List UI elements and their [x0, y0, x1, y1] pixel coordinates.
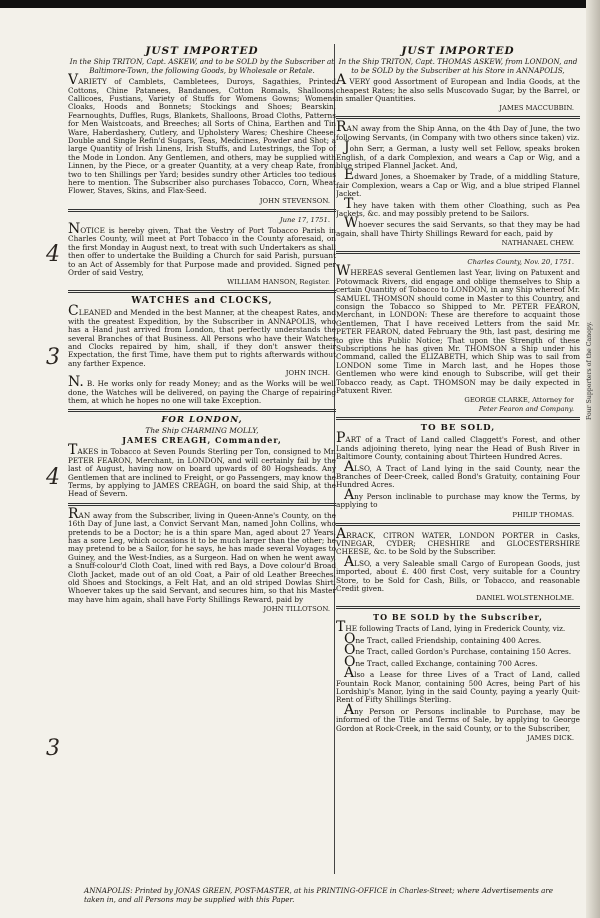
adjacent-page-text: Four Supporters of the Canopy. [586, 321, 593, 420]
advertisement-runaway-servant [68, 505, 336, 614]
ad-paragraph: One Tract, called Friendship, containing 400 Acres. [344, 630, 542, 647]
ad-signature: PHILIP THOMAS. [512, 510, 574, 519]
ad-paragraph: ALSO, A Tract of Land lying in the said County, near the Branches of Deer-Creek, called Bond's Gratuity, containing Four Hundred Acres. [336, 458, 580, 490]
ad-paragraph: Also a Lease for three Lives of a Tract of Land, called Fountain Rock Manor, containing 500 Acres, being Part of his Lordship's Manor, lying in the said County, paying a yearly Quit-Rent of Fifty Shillings Sterling. [336, 665, 580, 705]
advertisement-for-london [68, 416, 336, 498]
divider [336, 251, 580, 254]
ad-paragraph: ALSO, a very Saleable small Cargo of European Goods, just imported, about £. 400 first Cost, very suitable for a Country Store, to be Sold for Cash, Bills, or Tobacco, and reasonable Credit given. [336, 553, 580, 594]
ad-body: TAKES in Tobacco at Seven Pounds Sterling per Ton, consigned to Mr. PETER FEARON, Merchant, in LONDON, and will certainly fail by the last of August, having now on board upwards of 80 Hogsheads. Any Gentlemen that are inclined to Freight, or go Passengers, may know the Terms, by applying to JAMES CREAGH, on board the said Ship, at the Head of Severn. [68, 442, 336, 499]
margin-note: 3 [46, 736, 60, 761]
advertisement-vestry-notice [68, 216, 336, 286]
advertisement-watches-clocks [68, 297, 336, 405]
ad-heading: WATCHES and CLOCKS, [131, 296, 273, 307]
ad-ship: The Ship CHARMING MOLLY, [145, 426, 259, 436]
ad-signature-line: Peter Fearon and Company. [478, 405, 574, 414]
divider [68, 503, 336, 506]
top-edge [0, 0, 600, 8]
ad-commander: JAMES CREAGH, Commander, [122, 435, 282, 446]
ad-paragraph: Any Person or Persons inclinable to Purchase, may be informed of the Title and Terms of Sale, by applying to George Gordon at Rock-Creek, in the said County, or to the Subscriber, [336, 701, 580, 733]
ad-body: A VERY good Assortment of European and India Goods, at the cheapest Rates; he also sells Muscovado Sugar, by the Barrel, or in smaller Quantities. [336, 72, 580, 103]
ad-body: PART of a Tract of Land called Claggett's Forest, and other Lands adjoining thereto, lying near the Head of Bush River in Baltimore County, containing about Thirteen Hundred Acres. [336, 430, 580, 462]
divider [336, 417, 580, 420]
ad-signature: DANIEL WOLSTENHOLME. [476, 594, 574, 603]
divider [336, 116, 580, 119]
ad-signature: WILLIAM HANSON, Register. [227, 278, 330, 287]
right-page-edge [586, 0, 600, 918]
divider [336, 606, 580, 609]
margin-note: 3 [46, 345, 60, 370]
ad-signature: JOHN STEVENSON. [259, 196, 330, 205]
advertisement-frederick-land [336, 613, 580, 741]
ad-signature: GEORGE CLARKE, Attorney for [464, 396, 574, 405]
advertisement-land-sale [336, 424, 580, 518]
divider [68, 290, 336, 293]
ad-heading: TO BE SOLD, [420, 423, 496, 434]
ad-note: N. B. He works only for ready Money; and as the Works will be well done, the Watches will be delivered, on paying the Charge of repairing them, at which he hopes no one will take Exception. [68, 374, 336, 405]
ad-signature: JOHN INCH. [285, 369, 330, 378]
ad-intro: In the Ship TRITON, Capt. ASKEW, and to be SOLD by the Subscriber at Baltimore-Town, the following Goods, by Wholesale or Retale. [69, 57, 335, 75]
printer-imprint: ANNAPOLIS: Printed by JONAS GREEN, POST-MASTER, at his PRINTING-OFFICE in Charles-Street; where Advertisements are taken in, and all Persons may be supplied with this Paper. [84, 886, 554, 904]
divider [336, 523, 580, 526]
ad-heading: FOR LONDON, [161, 415, 243, 426]
margin-note: 4 [46, 242, 60, 267]
ad-body: ARRACK, CITRON WATER, LONDON PORTER in Casks, VINEGAR, CYDER; CHESHIRE and GLOCESTERSHIRE CHEESE, &c. to be Sold by the Subscriber. [336, 525, 580, 557]
ad-dateline: June 17, 1751. [279, 215, 330, 224]
ad-body: THE following Tracts of Land, lying in Frederick County, viz. [336, 619, 566, 636]
ad-paragraph: One Tract, called Gordon's Purchase, containing 150 Acres. [344, 642, 572, 659]
right-column [336, 44, 580, 743]
divider [68, 409, 336, 412]
ad-paragraph: They have taken with them other Cloathing, such as Pea Jackets, &c. and may possibly pretend to be Sailors. [336, 195, 580, 219]
margin-note: 4 [46, 465, 60, 490]
advertisement-imported-goods-annapolis [336, 45, 580, 112]
ad-body: CLEANED and Mended in the best Manner, at the cheapest Rates, and with the greatest Expedition, by the Subscriber in ANNAPOLIS, who has a Hand just arrived from London, that perfectly understands the several Branches of that Business. All Persons who have their Watches and Clocks repaired by him, shall, if they don't answer their Expectation, the first Time, have them put to rights afterwards without any farther Expence. [68, 303, 336, 368]
ad-intro: In the Ship TRITON, Capt. THOMAS ASKEW, from LONDON, and to be SOLD by the Subscriber at his Store in ANNAPOLIS, [338, 57, 578, 75]
ad-body: NOTICE is hereby given, That the Vestry of Port Tobacco Parish in Charles County, will meet at Port Tobacco in the County aforesaid, on the first Monday in August next, to treat with such Undertakers as shall then offer to undertake the Building a Church for said Parish, pursuant to an Act of Assembly for that Purpose made and provided. Signed per Order of said Vestry, [68, 220, 336, 277]
advertisement-runaway-servants [336, 119, 580, 248]
ad-paragraph: One Tract, called Exchange, containing 700 Acres. [344, 653, 538, 670]
ad-heading: TO BE SOLD by the Subscriber, [373, 612, 543, 623]
ad-signature: JAMES DICK. [527, 733, 574, 742]
divider [68, 209, 336, 212]
ad-body: RAN away from the Subscriber, living in Queen-Anne's County, on the 16th Day of June last, a Convict Servant Man, named John Collins, who pretends to be a Doctor; he is a thin spare Man, aged about 27 Years, has a sore Leg, which occasions it to be much larger than the other; he may pretend to be a Sailor, for he says, he has made several Voyages to Guiney, and the West-Indies, as a Surgeon. Had on when he went away, a Snuff-colour'd Cloth Coat, lined with red Bays, a Dove colour'd Broad Cloth Jacket, made out of an old Coat, a Pair of old Leather Breeches, old Shoes and Stockings, a Felt Hat, and an old striped Dowlas Shirt. Whoever takes up the said Servant, and secures him, so that his Master may have him again, shall have Forty Shillings Reward, paid by [68, 505, 336, 604]
ad-body: VARIETY of Camblets, Cambletees, Duroys, Sagathies, Printed Cottons, Chine Patanees, Bandanoes, Cotton Romals, Shalloons, Callicoes, Fustians, Variety of Stuffs for Womens Gowns; Womens Cloaks, Hoods and Bonnets; Stockings and Shoes; Bearskin, Fearnoughts, Duffles, Rugs, Blankets, Shalloons, Broad Cloths, Patterns for Men Waistcoats, and Breeches; all Sorts of China, Earthen and Tin Ware, Haberdashery, Cutlery, and Upholstery Wares; Cheshire Cheese, Double and Single Refin'd Sugars, Teas, Medicines, Powder and Shot; a large Quantity of Irish Linens, Irish Stuffs, and Lutestrings, the Top of the Mode in London. Any Gentlemen, and others, may be supplied with Linnen, by the Piece, or a greater Quantity, at a very cheap Rate, from two to ten Shillings per Yard; besides sundry other Articles too tedious here to mention. The Subscriber also purchases Tobacco, Corn, Wheat Flower, Staves, Skins, and Flax-Seed. [68, 72, 336, 196]
ad-signature: JAMES MACCUBBIN. [499, 104, 574, 113]
ad-body: RAN away from the Ship Anna, on the 4th Day of June, the two following Servants, (in Company with two others since taken) viz. [336, 119, 580, 142]
ad-paragraph: John Serr, a German, a lusty well set Fellow, speaks broken English, of a dark Complexion, and wears a Cap or Wig, and a blue striped Flannel Jacket. And, [336, 139, 580, 171]
advertisement-tobacco-notice [336, 258, 580, 413]
ad-dateline: Charles County, Nov. 20, 1751. [467, 258, 574, 267]
ad-heading: JUST IMPORTED [145, 45, 259, 57]
advertisement-arrack [336, 525, 580, 603]
ad-paragraph: Edward Jones, a Shoemaker by Trade, of a middling Stature, fair Complexion, wears a Cap or Wig, and a blue striped Flannel Jacket. [336, 167, 580, 199]
ad-body: WHEREAS several Gentlemen last Year, living on Patuxent and Potowmack Rivers, did engage and oblige themselves to Ship a certain Quantity of Tobacco to LONDON, in any Ship whereof Mr. SAMUEL THOMSON should come in Master to this Country, and consign the Tobacco so Shipped to Mr. PETER FEARON, Merchant, in LONDON: These are therefore to acquaint those Gentlemen, That I have received Letters from the said Mr. PETER FEARON, dated February the 9th, last past, desiring me to give this Public Notice; That upon the Strength of these Subscriptions he has given Mr. THOMSON a Ship under his Command, called the ELIZABETH, which Ship was to sail from LONDON some Time in March last, and he Hopes those Gentlemen who were kind enough to Subscribe, will get their Tobacco ready, as Capt. THOMSON may be daily expected in Patuxent River. [336, 263, 580, 395]
ad-paragraph: Any Person inclinable to purchase may know the Terms, by applying to [336, 486, 580, 510]
advertisement-imported-goods [68, 45, 336, 205]
ad-heading: JUST IMPORTED [401, 45, 515, 57]
left-column [68, 44, 336, 614]
ad-paragraph: Whoever secures the said Servants, so that they may be had again, shall have Thirty Shillings Reward for each, paid by [336, 215, 580, 238]
ad-signature: JOHN TILLOTSON. [263, 605, 330, 614]
ad-signature: NATHANAEL CHEW. [501, 239, 574, 248]
